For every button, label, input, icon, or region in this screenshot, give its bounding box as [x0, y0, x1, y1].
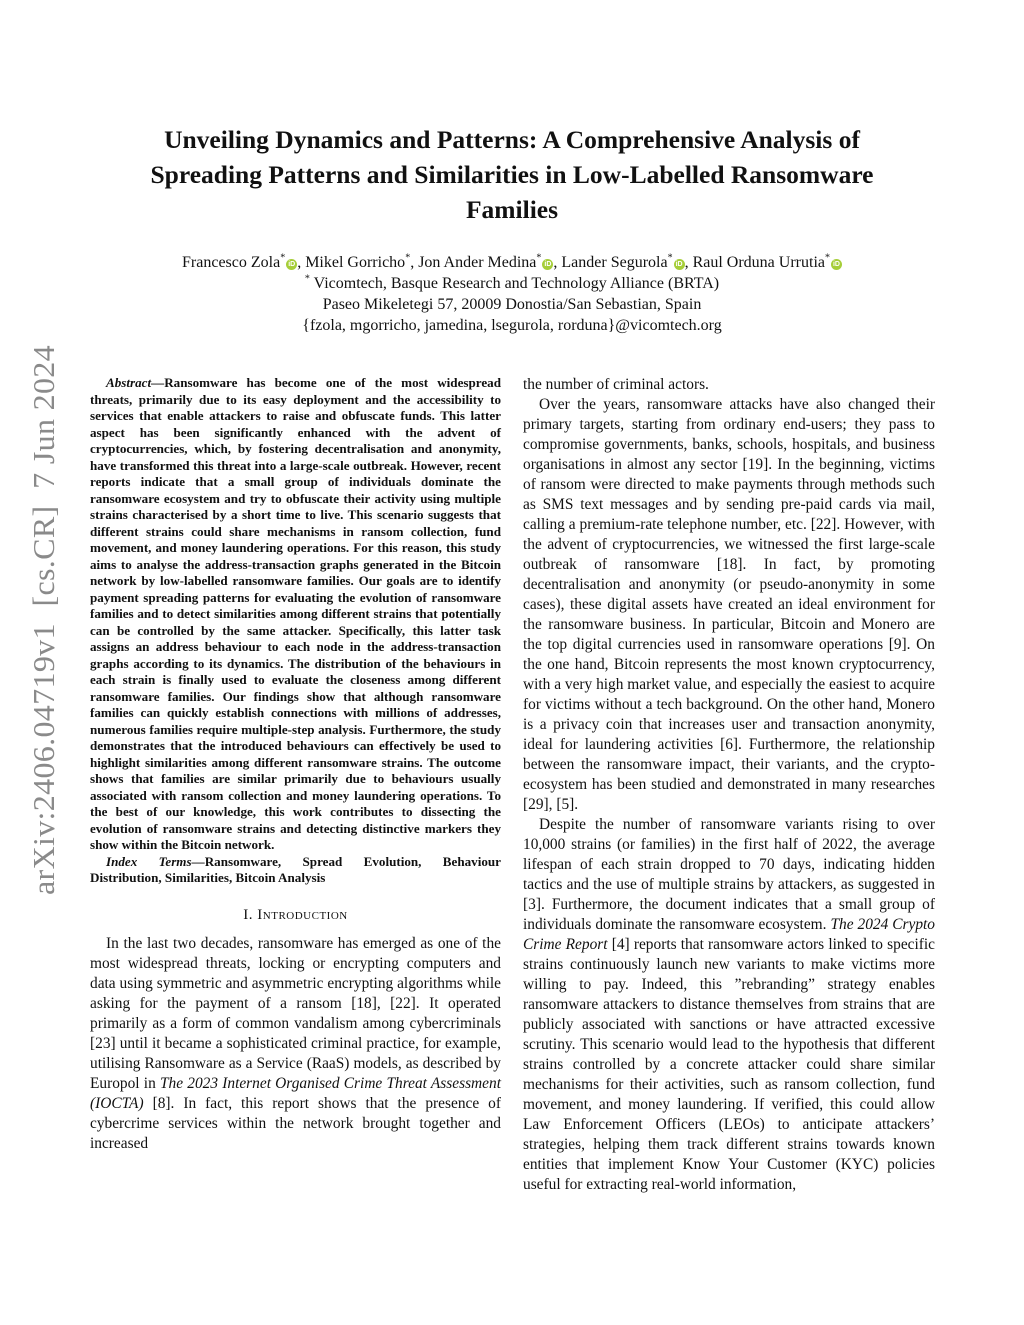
emails: {fzola, mgorricho, jamedina, lsegurola, rorduna}@vicomtech.org [302, 317, 722, 334]
orcid-icon[interactable]: iD [832, 261, 840, 268]
orcid-icon[interactable]: iD [544, 261, 552, 268]
section-heading-introduction [90, 907, 501, 924]
title-line: Spreading Patterns and Similarities in Low-Labelled Ransomware [150, 160, 874, 189]
index-terms-text: Ransomware, Spread Evolution, Behaviour Distribution, Similarities, Bitcoin Analysis [90, 853, 501, 885]
author-name: Lander Segurola [561, 254, 668, 271]
address: Paseo Mikeletegi 57, 20009 Donostia/San Sebastian, Spain [322, 296, 702, 313]
abstract-label: Abstract— [106, 375, 165, 390]
text-run: In the last two decades, ransomware has emerged as one of the most widespread threats, locking or encrypting computers and data using symmetric and asymmetric encrypting algorithms while asking for the payment of a ransom [18], [22]. It operated primarily as a form of common vandalism among cybercriminals [23] until it became a sophisticated criminal practice, for example, utilising Ransomware as a Service (RaaS) models, as described by Europol in [90, 934, 501, 1092]
affiliation-mark: * [536, 252, 542, 264]
paper-title [100, 122, 924, 227]
arxiv-identifier [14, 340, 64, 900]
abstract-text: Ransomware has become one of the most widespread threats, primarily due to its easy deployment and the accessibility to services that enable attackers to raise and obfuscate funds. This latter aspect has been significantly enhanced with the advent of cryptocurrencies, which, by fostering decentralisation and anonymity, have transformed this threat into a large-scale outbreak. However, recent reports indicate that a small group of individuals dominate the ransomware ecosystem and try to obfuscate their activity using multiple strains characterised by a short time to live. This scenario suggests that different strains could share mechanisms in ransom collection, fund movement, and money laundering operations. For this reason, this study aims to analyse the address-transaction graphs generated in the Bitcoin network by low-labelled ransomware families. Our goals are to identify payment spreading patterns for evaluating the evolution of ransomware families and to detect similarities among different strains that potentially can be controlled by the same attacker. Specifically, this latter task assigns an address behaviour to each node in the address-transaction graphs according to its dynamics. The distribution of the behaviours in each strain is finally used to evaluate the closeness among different ransomware families. Our findings show that although ransomware families can quickly establish connections with millions of addresses, numerous families require multiple-step analysis. Furthermore, the study demonstrates that the introduced behaviours can effectively be used to highlight similarities among different ransomware strains. The outcome shows that families are similar primarily due to behaviours usually associated with ransom collection and money laundering operations. To the best of our knowledge, this work contributes to dissecting the evolution of ransomware strains and detecting distinctive markers they show within the Bitcoin network. [90, 375, 501, 852]
arxiv-identifier-text: arXiv:2406.04719v1 [cs.CR] 7 Jun 2024 [26, 363, 61, 895]
text-run: [8]. In fact, this report shows that the presence of cybercrime services within the network brought together and increased [90, 1094, 501, 1152]
paragraph: Over the years, ransomware attacks have also changed their primary targets, starting from ordinary end-users; they pass to compromise governments, banks, schools, hospitals, and business organisations in almost any sector [19]. In the beginning, victims of ransom were directed to make payments through methods such as SMS text messages and by sending pre-paid cards via mail, calling a premium-rate telephone number, etc. [22]. However, with the advent of cryptocurrencies, we witnessed the first large-scale outbreak of ransomware [18]. In fact, by promoting decentralisation and anonymity (or pseudo-anonymity in some cases), these digital assets have created an ideal environment for the ransomware business. In particular, Bitcoin and Monero are the top digital currencies used in ransomware operations [9]. On the one hand, Bitcoin represents the most known cryptocurrency, with a very high market value, and especially the easiest to acquire for victims without a tech background. On the other hand, Monero is a privacy coin that increases user and transaction anonymity, ideal for laundering activities [6]. Furthermore, the relationship between the ransomware impact, their variants, and the crypto-ecosystem has been studied and demonstrated in many researches [29], [5]. [523, 396, 935, 813]
author-name: Francesco Zola [182, 254, 281, 271]
affiliation-mark: * [280, 252, 286, 264]
title-line: Families [465, 195, 559, 224]
author-name: Jon Ander Medina [418, 254, 537, 271]
text-run: [4] reports that ransomware actors linked to specific strains continuously launch new variants to make victims more willing to pay. Indeed, this ”rebranding” strategy enables ransomware attackers to distance themselves from strains that are publicly associated with sanctions or have attracted excessive scrutiny. This scenario would lead to the hypothesis that different strains controlled by a concrete attacker could share similar mechanisms for their activities, such as ransom collection, fund movement, and money laundering. If verified, this could allow Law Enforcement Officers (LEOs) to anticipate attackers’ strategies, helping them track different strains towards known entities that implement Know Your Customer (KYC) policies useful for extracting real-world information, [523, 936, 935, 1193]
index-terms-label: Index Terms— [106, 853, 205, 869]
intro-paragraph [90, 934, 501, 1154]
orcid-icon[interactable]: iD [675, 261, 683, 268]
affiliation-mark: * [824, 252, 830, 264]
author-name: Raul Orduna Urrutia [692, 254, 825, 271]
paragraph [523, 815, 935, 1195]
right-column [523, 375, 935, 1195]
section-title: Introduction [257, 906, 348, 923]
left-column [90, 375, 501, 1154]
italic-run: The 2024 Crypto Crime Report [523, 916, 935, 953]
index-terms [90, 854, 501, 887]
author-block [0, 252, 1024, 336]
italic-run: The 2023 Internet Organised Crime Threat Assessment (IOCTA) [90, 1074, 501, 1112]
affiliation-mark: * [304, 273, 310, 285]
author-name: Mikel Gorricho [305, 254, 406, 271]
section-number: I. [243, 906, 254, 923]
abstract [90, 375, 501, 854]
text-run: Despite the number of ransomware variants rising to over 10,000 strains (or families) in the first half of 2022, the average lifespan of each strain dropped to 70 days, indicating hidden tactics and the use of multiple strains by attackers, as suggested in [3]. Furthermore, the document indicates that a small group of individuals dominate the ransomware ecosystem. [523, 816, 935, 933]
affiliation-name: Vicomtech, Basque Research and Technology Alliance (BRTA) [313, 275, 720, 292]
orcid-icon[interactable]: iD [288, 261, 296, 268]
paragraph-continuation: the number of criminal actors. [523, 376, 709, 393]
affiliation [0, 273, 1024, 294]
title-line: Unveiling Dynamics and Patterns: A Comprehensive Analysis of [164, 125, 860, 154]
affiliation-mark: * [405, 252, 411, 264]
affiliation-mark: * [667, 252, 673, 264]
author-list: Francesco Zola*iD , Mikel Gorricho*, Jon Ander Medina*iD , Lander Segurola*iD , Raul Orduna Urrutia*iD [182, 252, 840, 271]
